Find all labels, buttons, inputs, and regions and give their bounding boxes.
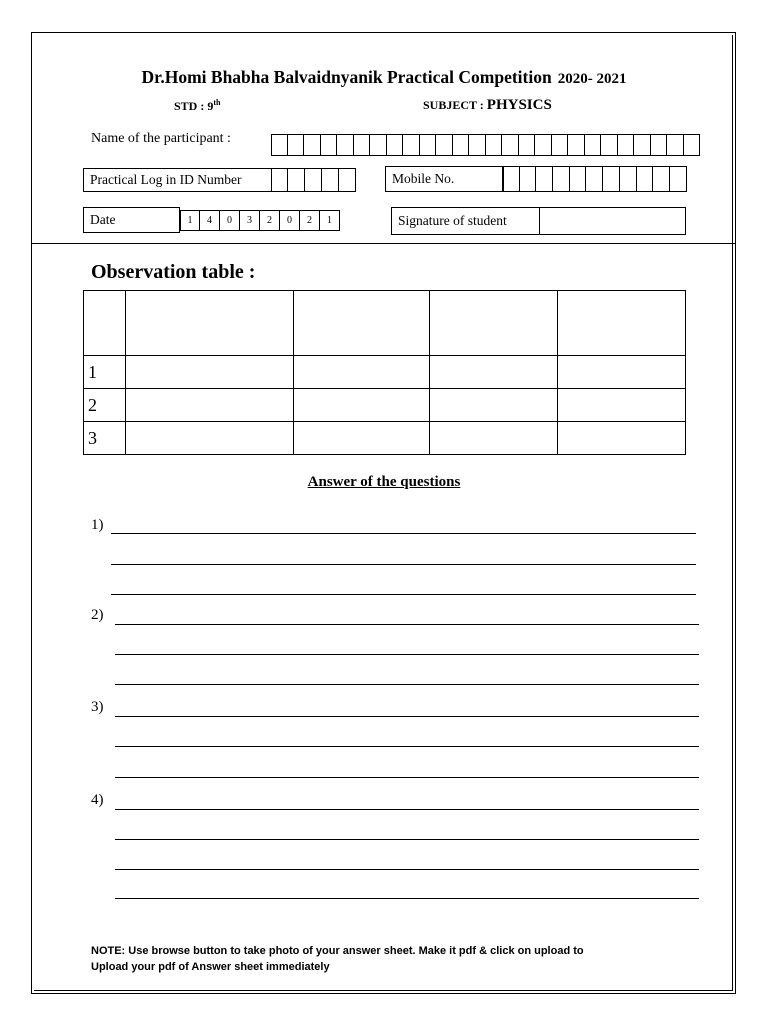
char-box[interactable] [536,166,553,192]
char-box[interactable] [354,134,371,156]
date-label: Date [83,207,180,233]
date-digit-box[interactable]: 3 [240,210,260,231]
title-year: 2020- 2021 [557,71,627,87]
date-digit-box[interactable]: 0 [280,210,300,231]
table-cell[interactable] [293,356,430,389]
char-box[interactable] [637,166,654,192]
char-box[interactable] [535,134,552,156]
date-digit-box[interactable]: 1 [320,210,340,231]
char-box[interactable] [570,166,587,192]
table-header-row [84,291,686,356]
row-number: 2 [84,389,126,422]
signature-box[interactable] [539,207,686,235]
char-box[interactable] [436,134,453,156]
char-box[interactable] [667,134,684,156]
question-number-4: 4) [91,792,104,808]
char-box[interactable] [586,166,603,192]
char-box[interactable] [568,134,585,156]
table-cell[interactable] [430,389,558,422]
char-box[interactable] [387,134,404,156]
subject-label [423,97,552,114]
observation-title: Observation table : [91,261,256,283]
answer-line[interactable] [111,533,696,534]
practical-log-boxes[interactable] [271,168,356,192]
table-cell[interactable] [430,291,558,356]
observation-table [83,290,686,455]
table-cell[interactable] [293,422,430,455]
char-box[interactable] [519,134,536,156]
subject-text: SUBJECT : [423,98,487,112]
char-box[interactable] [322,168,339,192]
table-cell[interactable] [125,389,293,422]
std-superscript: th [213,98,221,107]
mobile-label: Mobile No. [385,166,503,192]
date-digit-box[interactable]: 2 [260,210,280,231]
row-number: 1 [84,356,126,389]
mobile-boxes[interactable] [503,166,687,192]
char-box[interactable] [634,134,651,156]
char-box[interactable] [337,134,354,156]
answers-title [0,474,768,491]
answer-line[interactable] [115,654,699,655]
table-cell[interactable] [125,356,293,389]
upload-note [91,943,691,975]
row-number: 3 [84,422,126,455]
char-box[interactable] [420,134,437,156]
char-box[interactable] [552,134,569,156]
char-box[interactable] [618,134,635,156]
table-cell[interactable] [558,291,686,356]
char-box[interactable] [403,134,420,156]
table-cell[interactable] [558,389,686,422]
table-cell[interactable] [558,356,686,389]
char-box[interactable] [520,166,537,192]
table-cell[interactable] [430,356,558,389]
table-row [84,422,686,455]
char-box[interactable] [670,166,687,192]
char-box[interactable] [271,134,288,156]
table-row [84,356,686,389]
char-box[interactable] [503,166,520,192]
char-box[interactable] [620,166,637,192]
answer-line[interactable] [111,594,696,595]
table-row [84,389,686,422]
competition-title [0,67,768,88]
std-text: STD : 9 [174,99,214,113]
note-line-2: Upload your pdf of Answer sheet immediately [91,961,330,973]
date-digit-box[interactable]: 2 [300,210,320,231]
date-digit-box[interactable]: 0 [220,210,240,231]
signature-label: Signature of student [391,207,540,235]
answer-line[interactable] [115,684,699,685]
std-label [174,98,220,114]
answer-line[interactable] [115,746,699,747]
char-box[interactable] [453,134,470,156]
char-box[interactable] [288,134,305,156]
char-box[interactable] [603,166,620,192]
char-box[interactable] [553,166,570,192]
char-box[interactable] [271,168,288,192]
char-box[interactable] [502,134,519,156]
table-cell[interactable] [84,291,126,356]
answers-title-text: Answer of the questions [307,474,461,490]
note-line-1: NOTE: Use browse button to take photo of your answer sheet. Make it pdf & click on upload to [91,945,584,957]
date-boxes[interactable] [180,210,340,231]
char-box[interactable] [305,168,322,192]
title-text: Dr.Homi Bhabha Balvaidnyanik Practical Competition [141,67,552,87]
char-box[interactable] [601,134,618,156]
table-cell[interactable] [125,291,293,356]
practical-log-label: Practical Log in ID Number [83,168,272,192]
table-cell[interactable] [430,422,558,455]
question-number-3: 3) [91,699,104,715]
question-number-2: 2) [91,607,104,623]
char-box[interactable] [288,168,305,192]
answer-line[interactable] [115,777,699,778]
char-box[interactable] [339,168,356,192]
answer-line[interactable] [115,716,699,717]
answer-line[interactable] [115,809,699,810]
date-digit-box[interactable]: 1 [180,210,200,231]
answer-line[interactable] [115,869,699,870]
participant-name-label: Name of the participant : [91,131,231,146]
char-box[interactable] [469,134,486,156]
table-cell[interactable] [293,389,430,422]
participant-name-boxes[interactable] [271,134,700,156]
char-box[interactable] [651,134,668,156]
question-number-1: 1) [91,517,104,533]
table-cell[interactable] [125,422,293,455]
table-cell[interactable] [293,291,430,356]
subject-value: PHYSICS [486,97,552,113]
section-divider [32,243,736,244]
date-digit-box[interactable]: 4 [200,210,220,231]
char-box[interactable] [321,134,338,156]
char-box[interactable] [653,166,670,192]
answer-line[interactable] [115,839,699,840]
char-box[interactable] [585,134,602,156]
char-box[interactable] [684,134,701,156]
answer-line[interactable] [111,564,696,565]
char-box[interactable] [486,134,503,156]
char-box[interactable] [304,134,321,156]
answer-line[interactable] [115,898,699,899]
char-box[interactable] [370,134,387,156]
answer-line[interactable] [115,624,699,625]
table-cell[interactable] [558,422,686,455]
